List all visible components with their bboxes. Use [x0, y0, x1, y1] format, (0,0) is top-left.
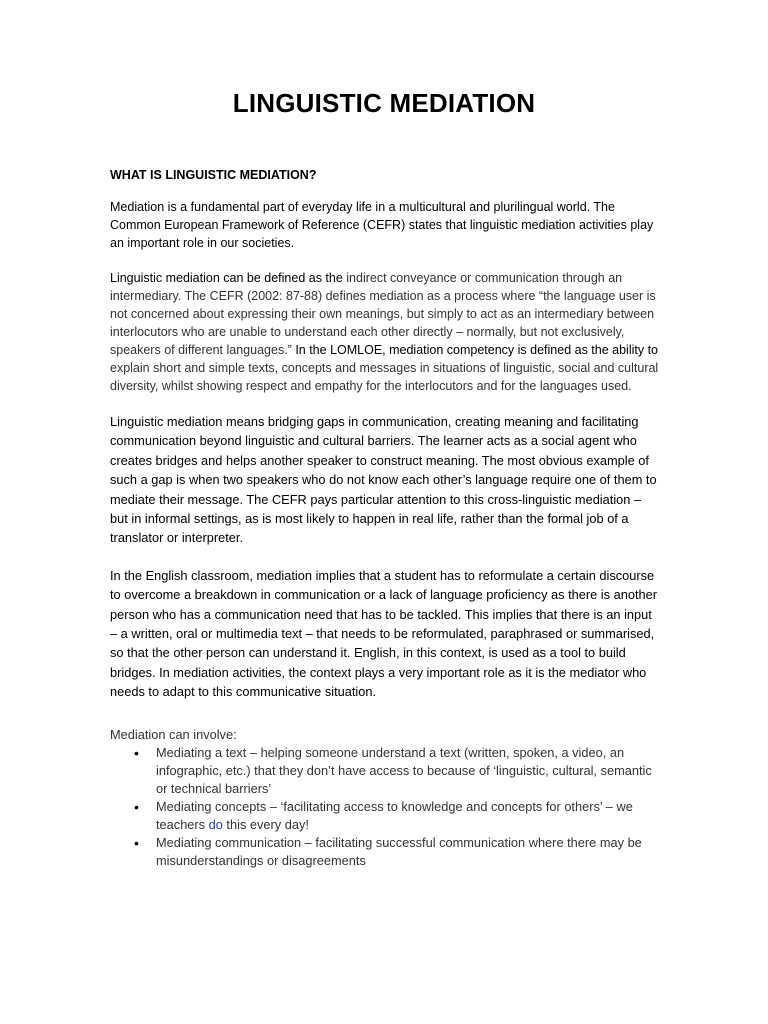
- paragraph-definition: [110, 269, 662, 395]
- paragraph-english-classroom: In the English classroom, mediation implies that a student has to reformulate a certain discourse to overcome a breakdown in communication or a lack of language proficiency as there is another person who has a communication need that has to be tackled. This implies that there is an input – a written, oral or multimedia text – that needs to be reformulated, paraphrased or summarised, so that the other person can understand it. English, in this context, is used as a tool to build bridges. In mediation activities, the context plays a very important role as it is the mediator who needs to adapt to this communicative situation.: [110, 567, 658, 700]
- paragraph-definition-part4: explain short and simple texts, concepts and messages in situations of linguistic, social and cultural diversity, whilst showing respect and empathy for the interlocutors and for the languages used.: [110, 361, 659, 393]
- list-item: [156, 798, 662, 834]
- list-item: [156, 834, 662, 870]
- paragraph-bridging-gaps: Linguistic mediation means bridging gaps in communication, creating meaning and facilitating communication beyond linguistic and cultural barriers. The learner acts as a social agent who creates bridges and helps another speaker to construct meaning. The most obvious example of such a gap is when two speakers who do not know each other’s language require one of them to mediate their message. The CEFR pays particular attention to this cross-linguistic mediation – but in informal settings, as is most likely to happen in real life, rather than the formal job of a translator or interpreter.: [110, 414, 657, 546]
- paragraph-definition-part2: indirect conveyance or communication through an intermediary. The CEFR (2002: 87-88) defines mediation as a process where “the language user is not concerned about expressing their own meanings, but simply to act as an intermediary between interlocutors who are unable to understand each other directly – normally, but not exclusively, speakers of different languages.”: [110, 271, 656, 357]
- list-item-text: Mediating communication – facilitating successful communication where there may be misunderstandings or disagreements: [156, 834, 642, 868]
- list-item-text-part1: Mediating concepts – ‘facilitating access to knowledge and concepts for others’ – we teachers: [156, 798, 633, 832]
- highlighted-word: do: [208, 816, 223, 832]
- list-item-text: Mediating a text – helping someone understand a text (written, spoken, a video, an infographic, etc.) that they don’t have access to because of ‘linguistic, cultural, semantic or technical barriers’: [156, 744, 652, 796]
- list-item: [156, 744, 662, 798]
- document-body: [110, 166, 662, 870]
- paragraph-intro: Mediation is a fundamental part of everyday life in a multicultural and plurilingual world. The Common European Framework of Reference (CEFR) states that linguistic mediation activities play an important role in our societies.: [110, 200, 654, 250]
- page-title: LINGUISTIC MEDIATION: [232, 88, 536, 118]
- list-intro: Mediation can involve:: [110, 726, 237, 742]
- section-heading: WHAT IS LINGUISTIC MEDIATION?: [110, 168, 317, 182]
- paragraph-definition-part3: In the LOMLOE, mediation competency is defined as the ability to: [291, 343, 659, 357]
- mediation-list: [110, 744, 662, 870]
- list-item-text-part2: this every day!: [222, 816, 309, 832]
- paragraph-definition-part1: Linguistic mediation can be defined as the: [110, 271, 347, 285]
